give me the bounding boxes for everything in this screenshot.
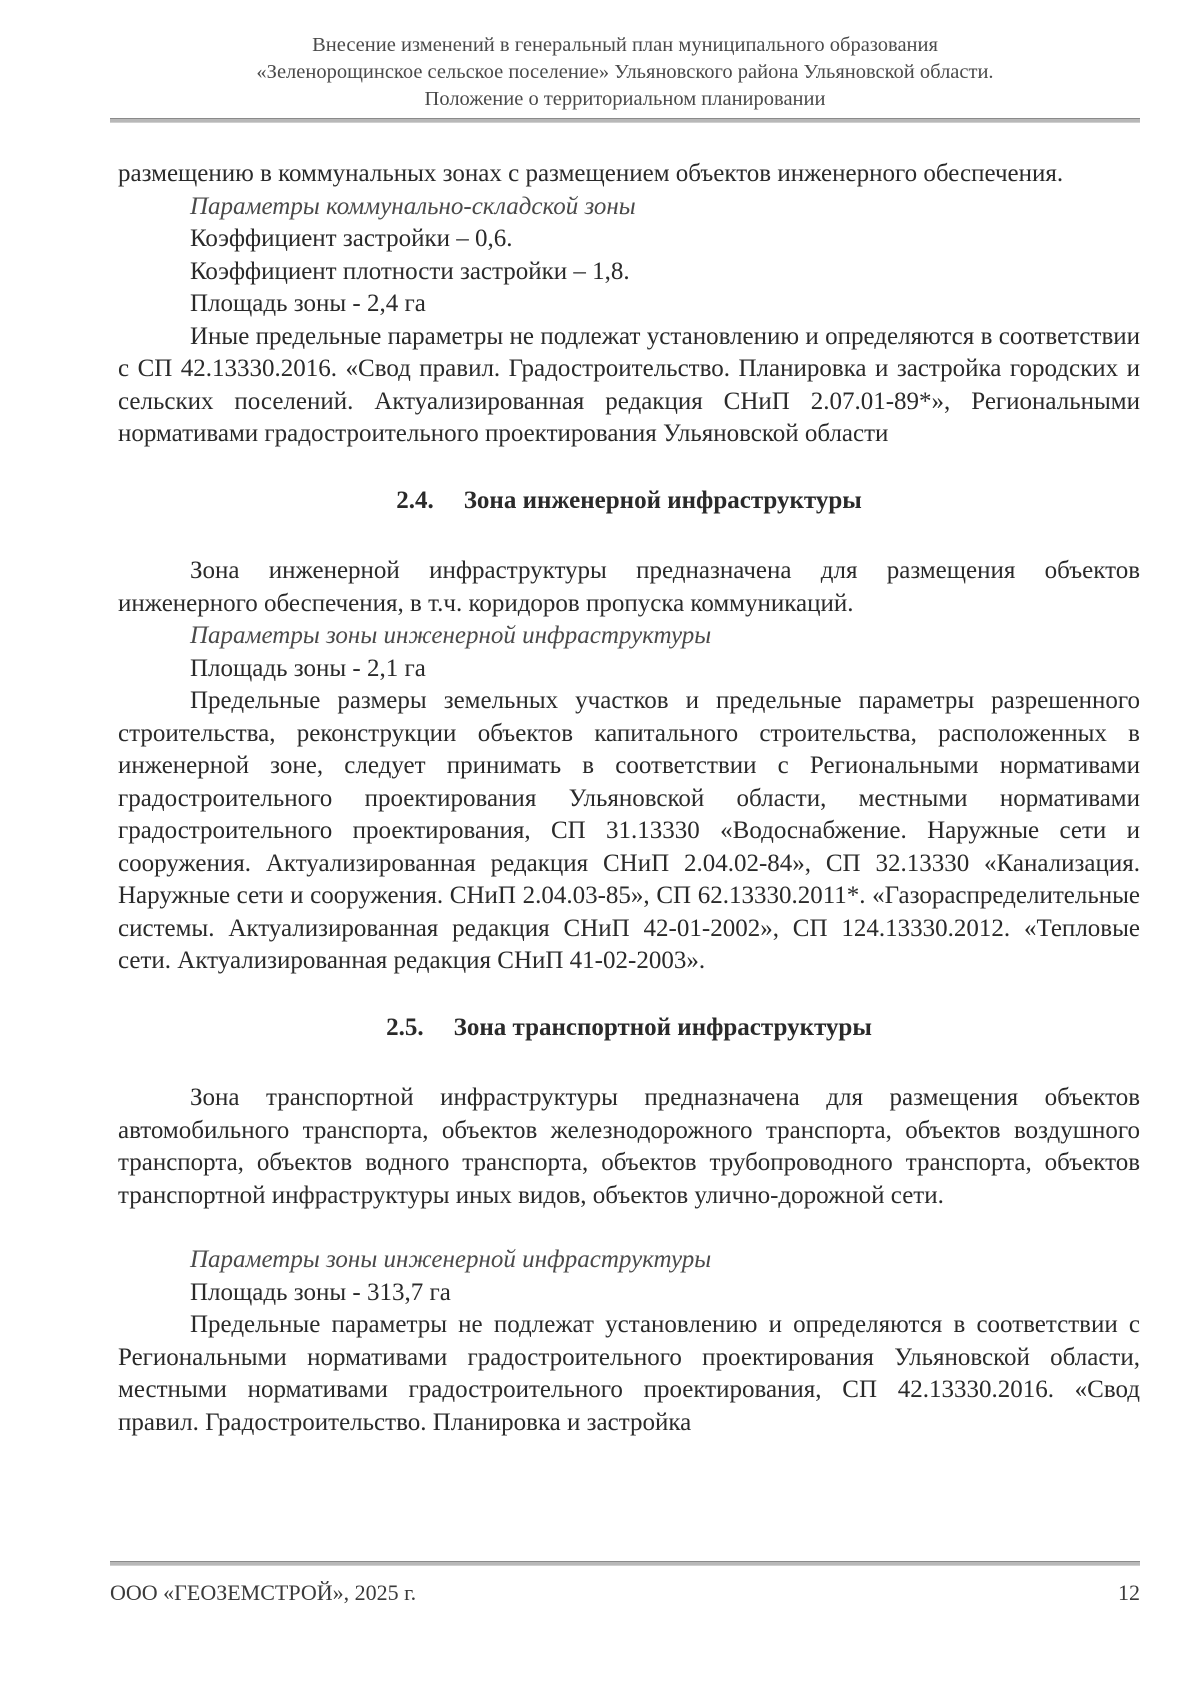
- footer-divider: [110, 1561, 1140, 1566]
- params-transport-area: Площадь зоны - 313,7 га: [190, 1278, 451, 1306]
- section-number-2-4: 2.4.: [396, 486, 434, 514]
- params-engineering-area: Площадь зоны - 2,1 га: [190, 654, 426, 682]
- paragraph-communal-limits: Иные предельные параметры не подлежат установлению и определяются в соответствии с СП 42.13330.2016. «Свод правил. Градостроительство. Планировка и застройка городских и сельских поселений. Актуализированная редакция СНиП 2.07.01-89*», Региональными нормативами градостроительного проектирования Ульяновской области: [118, 322, 1140, 447]
- page-header: [110, 32, 1140, 113]
- header-line-2: «Зеленорощинское сельское поселение» Ульяновского района Ульяновской области.: [256, 61, 994, 83]
- paragraph-continuation: размещению в коммунальных зонах с размещением объектов инженерного обеспечения.: [118, 160, 1064, 187]
- page-number: 12: [1118, 1580, 1140, 1605]
- header-line-1: Внесение изменений в генеральный план муниципального образования: [312, 34, 938, 56]
- document-body: [118, 158, 1140, 1439]
- params-transport-title: Параметры зоны инженерной инфраструктуры: [190, 1246, 712, 1273]
- params-engineering-title: Параметры зоны инженерной инфраструктуры: [190, 622, 712, 649]
- section-title-2-4: Зона инженерной инфраструктуры: [463, 486, 862, 514]
- params-communal-title: Параметры коммунально-складской зоны: [190, 192, 636, 220]
- paragraph-transport-purpose: Зона транспортной инфраструктуры предназначена для размещения объектов автомобильного транспорта, объектов железнодорожного транспорта, объектов воздушного транспорта, объектов водного транспорта, объектов трубопроводного транспорта, объектов транспортной инфраструктуры иных видов, объектов улично-дорожной сети.: [118, 1084, 1140, 1209]
- paragraph-transport-limits: Предельные параметры не подлежат установлению и определяются в соответствии с Региональными нормативами градостроительного проектирования Ульяновской области, местными нормативами градостроительного проектирования, СП 42.13330.2016. «Свод правил. Градостроительство. Планировка и застройка: [118, 1311, 1140, 1436]
- section-heading-2-4: [118, 485, 1140, 518]
- section-number-2-5: 2.5.: [386, 1013, 424, 1041]
- header-line-3: Положение о территориальном планировании: [424, 88, 826, 110]
- params-communal-coefficient: Коэффициент застройки – 0,6.: [190, 225, 513, 252]
- header-divider: [110, 118, 1140, 123]
- params-communal-density: Коэффициент плотности застройки – 1,8.: [190, 257, 630, 285]
- params-communal-area: Площадь зоны - 2,4 га: [190, 290, 426, 317]
- paragraph-engineering-purpose: Зона инженерной инфраструктуры предназначена для размещения объектов инженерного обеспечения, в т.ч. коридоров пропуска коммуникаций.: [118, 557, 1140, 617]
- section-heading-2-5: [118, 1012, 1140, 1045]
- footer-company: ООО «ГЕОЗЕМСТРОЙ», 2025 г.: [110, 1580, 417, 1605]
- section-title-2-5: Зона транспортной инфраструктуры: [453, 1013, 872, 1041]
- paragraph-engineering-limits: Предельные размеры земельных участков и предельные параметры разрешенного строительства, реконструкции объектов капитального строительства, расположенных в инженерной зоне, следует принимать в соответствии с Региональными нормативами градостроительного проектирования Ульяновской области, местными нормативами градостроительного проектирования, СП 31.13330 «Водоснабжение. Наружные сети и сооружения. Актуализированная редакция СНиП 2.04.02-84», СП 32.13330 «Канализация. Наружные сети и сооружения. СНиП 2.04.03-85», СП 62.13330.2011*. «Газораспределительные системы. Актуализированная редакция СНиП 42-01-2002», СП 124.13330.2012. «Тепловые сети. Актуализированная редакция СНиП 41-02-2003».: [118, 687, 1140, 974]
